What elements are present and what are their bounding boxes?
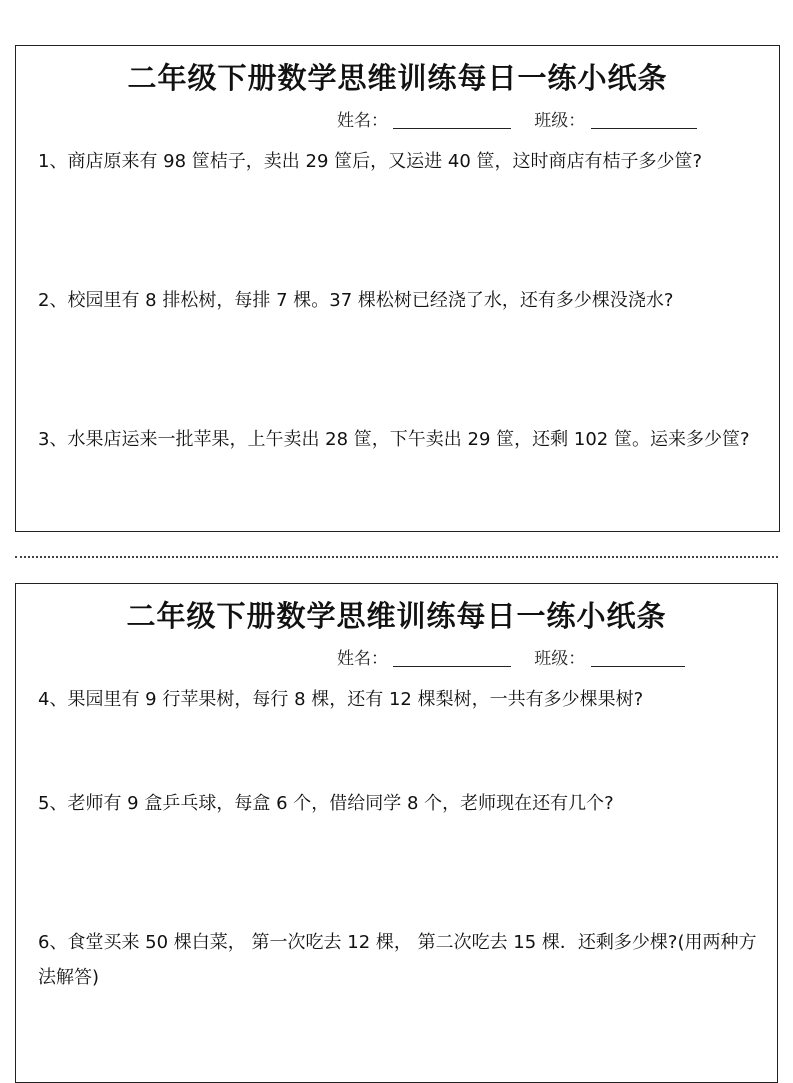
class-blank[interactable] (591, 112, 697, 129)
class-blank[interactable] (591, 650, 685, 667)
name-label: 姓名： (337, 649, 388, 669)
slip-title: 二年级下册数学思维训练每日一练小纸条 (126, 599, 667, 633)
worksheet-slip-1 (15, 45, 780, 532)
class-label: 班级： (534, 649, 586, 669)
question-1: 1、商店原来有 98 筐桔子，卖出 29 筐后，又运进 40 筐，这时商店有桔子多少筐? (38, 151, 703, 172)
student-info-line (337, 648, 685, 670)
question-5: 5、老师有 9 盒乒乓球，每盒 6 个，借给同学 8 个，老师现在还有几个? (38, 793, 614, 814)
student-info-line (337, 110, 697, 132)
name-label: 姓名： (337, 111, 388, 131)
question-3: 3、水果店运来一批苹果，上午卖出 28 筐，下午卖出 29 筐，还剩 102 筐。运来多少筐? (38, 429, 750, 450)
name-blank[interactable] (393, 650, 511, 667)
question-2: 2、校园里有 8 排松树，每排 7 棵。37 棵松树已经浇了水，还有多少棵没浇水? (38, 290, 674, 311)
name-blank[interactable] (393, 112, 511, 129)
slip-title: 二年级下册数学思维训练每日一练小纸条 (127, 61, 668, 95)
worksheet-slip-2 (15, 583, 778, 1083)
question-6: 6、食堂买来 50 棵白菜， 第一次吃去 12 棵， 第二次吃去 15 棵．还剩多少棵?(用两种方法解答) (38, 932, 757, 988)
class-label: 班级： (534, 111, 586, 131)
cut-line (15, 556, 778, 558)
question-4: 4、果园里有 9 行苹果树，每行 8 棵，还有 12 棵梨树，一共有多少棵果树? (38, 689, 644, 710)
